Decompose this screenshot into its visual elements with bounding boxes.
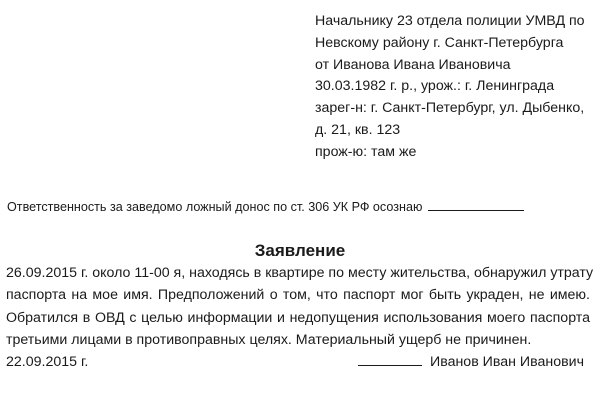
header-line-birth: 30.03.1982 г. р., урож.: г. Ленинграда — [315, 78, 555, 95]
document-title: Заявление — [254, 241, 346, 260]
signature-block — [358, 351, 584, 373]
header-line-sender: от Иванова Ивана Ивановича — [315, 56, 511, 73]
body-line: третьими лицами в противоправных целях. Материальный ущерб не причинен. — [6, 331, 532, 348]
signature-footer — [6, 351, 590, 373]
addressee-header — [315, 11, 600, 164]
header-line-residence: прож-ю: там же — [315, 143, 417, 160]
body-line: 26.09.2015 г. около 11-00 я, находясь в квартире по месту жительства, обнаружил утрату — [6, 265, 594, 281]
statement-body — [6, 262, 594, 351]
responsibility-signature-line — [428, 198, 524, 211]
header-line-recipient: Начальнику 23 отдела полиции УМВД по — [315, 13, 585, 29]
body-line: паспорта на мое имя. Предположений о том, что паспорт мог быть украден, не имею. — [6, 287, 590, 304]
header-line-district: Невскому району г. Санкт-Петербурга — [315, 34, 564, 51]
body-line: Обратился в ОВД с целью информации и недопущения использования моего паспорта — [6, 309, 590, 326]
signature-line — [358, 352, 422, 366]
statement-date: 22.09.2015 г. — [6, 354, 89, 370]
header-line-registration: зарег-н: г. Санкт-Петербург, ул. Дыбенко, — [315, 100, 585, 117]
responsibility-statement — [7, 198, 524, 216]
signer-name: Иванов Иван Иванович — [430, 354, 584, 370]
header-line-address: д. 21, кв. 123 — [315, 121, 401, 138]
responsibility-text: Ответственность за заведомо ложный донос по ст. 306 УК РФ осознаю — [7, 200, 423, 214]
